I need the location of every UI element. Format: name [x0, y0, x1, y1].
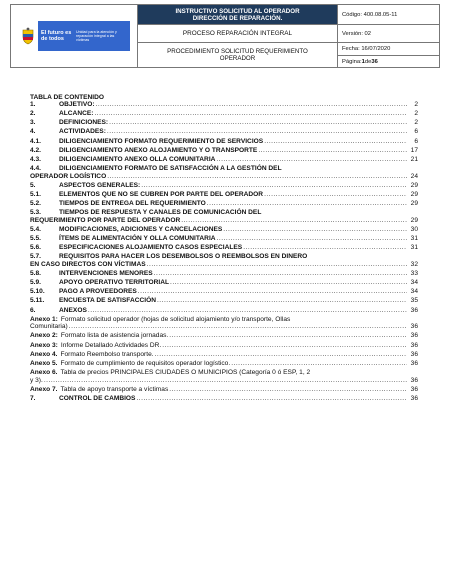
- toc-entry-number: 5.11.: [30, 297, 45, 305]
- toc-leader-dots: [264, 138, 407, 146]
- toc-title: TABLA DE CONTENIDO: [30, 94, 104, 101]
- toc-entry-label: DILIGENCIAMIENTO ANEXO OLLA COMUNITARIA: [59, 155, 216, 163]
- toc-leader-dots: [69, 323, 407, 331]
- toc-leader-dots: [107, 173, 407, 181]
- toc-entry[interactable]: [30, 191, 418, 199]
- toc-entry[interactable]: [30, 244, 418, 252]
- toc-entry[interactable]: [30, 165, 418, 180]
- page-number: 1: [361, 58, 365, 65]
- toc-entry[interactable]: [30, 119, 418, 127]
- toc-entry-page: 36: [410, 323, 418, 331]
- toc-leader-dots: [154, 270, 407, 278]
- toc-leader-dots: [109, 119, 407, 127]
- toc-entry-page: 36: [410, 376, 418, 384]
- toc-leader-dots: [169, 386, 407, 394]
- toc-entry-number: 3.: [30, 119, 36, 127]
- toc-leader-dots: [169, 332, 407, 340]
- toc-leader-dots: [88, 307, 407, 315]
- institution-logo: [18, 21, 130, 51]
- toc-entry-number: 4.4.: [30, 164, 41, 172]
- toc-entry-first-line: [30, 165, 418, 173]
- toc-entry-second-line: [30, 377, 418, 385]
- toc-entry-number: Anexo 6.: [30, 369, 58, 377]
- toc-entry-page: 36: [410, 332, 418, 340]
- toc-entry[interactable]: [30, 395, 418, 403]
- toc-leader-dots: [217, 235, 407, 243]
- toc-entry-label: Formato de cumplimiento de requisitos operador logístico.: [60, 359, 231, 367]
- toc-entry-number: 5.2.: [30, 200, 41, 207]
- toc-entry-label: ALCANCE:: [59, 110, 94, 118]
- toc-list: [30, 101, 418, 403]
- toc-entry-number: 5.9.: [30, 279, 41, 287]
- toc-entry[interactable]: [30, 156, 418, 164]
- toc-entry-label: ESPECIFICACIONES ALOJAMIENTO CASOS ESPECIALES: [59, 244, 243, 252]
- toc-entry-label: Informe Detallado Actividades DR.: [60, 341, 162, 349]
- toc-entry[interactable]: [30, 270, 418, 278]
- toc-entry-line: [30, 191, 418, 199]
- toc-entry[interactable]: [30, 386, 418, 394]
- toc-entry-page: 29: [410, 190, 418, 198]
- toc-entry-number: 4.: [30, 128, 36, 136]
- toc-entry-number: 4.1.: [30, 137, 41, 145]
- page-prefix: Página:: [342, 58, 362, 65]
- toc-entry[interactable]: [30, 351, 418, 359]
- toc-entry-number: 4.2.: [30, 146, 41, 154]
- toc-leader-dots: [44, 377, 407, 385]
- toc-entry-label: OBJETIVO:: [59, 101, 95, 108]
- page-indicator: [338, 56, 439, 67]
- header-middle: [138, 5, 338, 67]
- toc-entry-label: Tabla de apoyo transporte a víctimas: [60, 385, 169, 393]
- toc-entry-label: ENCUESTA DE SATISFACCIÓN: [59, 297, 156, 305]
- toc-entry-number: 1.: [30, 101, 36, 108]
- toc-entry-page: 33: [410, 270, 418, 278]
- toc-entry-number: Anexo 3:: [30, 341, 58, 349]
- toc-entry[interactable]: [30, 279, 418, 287]
- toc-entry[interactable]: [30, 332, 418, 340]
- toc-entry-line: [30, 360, 418, 368]
- toc-entry-page: 29: [410, 181, 418, 189]
- toc-entry-line: [30, 101, 418, 109]
- toc-leader-dots: [207, 200, 407, 208]
- toc-leader-dots: [96, 101, 407, 109]
- toc-entry-line: [30, 200, 418, 208]
- toc-leader-dots: [231, 360, 407, 368]
- toc-entry-number: 5.10.: [30, 288, 45, 296]
- toc-entry[interactable]: [30, 235, 418, 243]
- toc-entry-label: ACTIVIDADES:: [59, 128, 106, 136]
- toc-leader-dots: [136, 395, 407, 403]
- toc-entry-page: 6: [414, 128, 418, 136]
- toc-entry-page: 36: [410, 306, 418, 314]
- header-meta: [338, 5, 439, 67]
- toc-entry-line: [30, 351, 418, 359]
- toc-entry-number: 5.1.: [30, 190, 41, 198]
- logo-entity-name: Unidad para la atención y reparación integral a las víctimas: [76, 30, 117, 42]
- toc-entry-label: ANEXOS: [59, 306, 87, 314]
- toc-entry-number: 7.: [30, 394, 36, 402]
- toc-leader-dots: [216, 156, 407, 164]
- toc-entry[interactable]: [30, 182, 418, 190]
- toc-entry-label: TIEMPOS DE RESPUESTA Y CANALES DE COMUNICACIÓN DEL: [59, 209, 262, 217]
- logo-banner: [38, 21, 130, 51]
- toc-leader-dots: [138, 288, 407, 296]
- toc-entry-page: 36: [410, 385, 418, 393]
- toc-entry-label-continued: Comunitaria): [30, 323, 68, 331]
- toc-entry-line: [30, 235, 418, 243]
- toc-entry-page: 29: [410, 216, 418, 224]
- toc-entry[interactable]: [30, 200, 418, 208]
- coat-of-arms-icon: [18, 21, 38, 51]
- toc-entry-line: [30, 270, 418, 278]
- toc-leader-dots: [223, 226, 407, 234]
- toc-entry-page: 2: [414, 110, 418, 118]
- toc-entry[interactable]: [30, 369, 418, 384]
- page-total: 36: [371, 58, 378, 65]
- toc-entry[interactable]: [30, 253, 418, 268]
- toc-entry-page: 36: [410, 341, 418, 349]
- toc-entry-line: [30, 244, 418, 252]
- toc-entry-line: [30, 332, 418, 340]
- toc-entry[interactable]: [30, 226, 418, 234]
- toc-entry-label: Formato lista de asistencia jornadas.: [60, 332, 169, 340]
- toc-entry[interactable]: [30, 342, 418, 350]
- toc-entry-label: ASPECTOS GENERALES:: [59, 181, 141, 189]
- toc-entry[interactable]: [30, 138, 418, 146]
- toc-leader-dots: [155, 351, 407, 359]
- process-name: PROCESO REPARACIÓN INTEGRAL: [138, 25, 337, 43]
- toc-entry-number: Anexo 7.: [30, 385, 58, 393]
- toc-leader-dots: [258, 147, 407, 155]
- procedure-name: [138, 43, 337, 67]
- document-title: [138, 5, 337, 25]
- toc-entry-label: Formato Reembolso transporte.: [60, 350, 154, 358]
- header-logo-cell: [11, 5, 138, 67]
- toc-entry-line: [30, 156, 418, 164]
- toc-entry-line: [30, 119, 418, 127]
- toc-entry-page: 34: [410, 288, 418, 296]
- toc-entry-line: [30, 288, 418, 296]
- toc-entry-page: 31: [410, 235, 418, 243]
- logo-slogan: El futuro es de todos: [41, 30, 72, 42]
- toc-entry[interactable]: [30, 288, 418, 296]
- toc-entry-line: [30, 110, 418, 118]
- toc-entry-first-line: [30, 369, 418, 377]
- toc-entry-line: [30, 182, 418, 190]
- toc-entry-number: 2.: [30, 110, 36, 118]
- toc-leader-dots: [107, 128, 407, 136]
- toc-entry-second-line: [30, 323, 418, 331]
- toc-entry-number: 5.5.: [30, 235, 41, 243]
- toc-entry-label-continued: REQUERIMIENTO POR PARTE DEL OPERADOR: [30, 216, 181, 224]
- toc-entry-number: Anexo 5.: [30, 359, 58, 367]
- toc-entry-page: 2: [414, 119, 418, 127]
- toc-entry-line: [30, 307, 418, 315]
- toc-entry-number: 5.8.: [30, 270, 41, 278]
- toc-entry-number: 5.: [30, 181, 36, 189]
- toc-entry-label: DILIGENCIAMIENTO ANEXO ALOJAMIENTO Y O TRANSPORTE: [59, 146, 258, 154]
- toc-leader-dots: [181, 217, 407, 225]
- toc-entry-label: MODIFICACIONES, ADICIONES Y CANCELACIONES: [59, 225, 223, 233]
- toc-entry[interactable]: [30, 128, 418, 136]
- toc-entry[interactable]: [30, 147, 418, 155]
- toc-entry-second-line: [30, 261, 418, 269]
- document-version: Versión: 02: [338, 25, 439, 43]
- toc-entry-line: [30, 226, 418, 234]
- toc-leader-dots: [94, 110, 407, 118]
- toc-entry-label: Tabla de precios PRINCIPALES CIUDADES O MUNICIPIOS (Categoría 0 ó ESP, 1, 2: [60, 369, 311, 377]
- procedure-line-1: PROCEDIMIENTO SOLICITUD REQUERIMIENTO: [167, 48, 308, 55]
- toc-leader-dots: [147, 261, 407, 269]
- toc-entry[interactable]: [30, 316, 418, 331]
- toc-entry-page: 36: [410, 350, 418, 358]
- toc-entry-label: INTERVENCIONES MENORES: [59, 270, 153, 278]
- toc-entry-page: 30: [410, 225, 418, 233]
- toc-entry-page: 31: [410, 244, 418, 252]
- toc-entry-label: ÍTEMS DE ALIMENTACIÓN Y OLLA COMUNITARIA: [59, 235, 216, 243]
- toc-entry-label: DILIGENCIAMIENTO FORMATO DE SATISFACCIÓN A LA GESTIÓN DEL: [59, 164, 282, 172]
- toc-leader-dots: [157, 297, 407, 305]
- document-date: Fecha: 16/07/2020: [338, 43, 439, 56]
- toc-entry-label-continued: EN CASO DIRECTOS CON VÍCTIMAS: [30, 260, 146, 268]
- toc-entry-line: [30, 279, 418, 287]
- toc-entry-page: 36: [410, 394, 418, 402]
- toc-entry-line: [30, 138, 418, 146]
- toc-entry-line: [30, 386, 418, 394]
- toc-entry-number: Anexo 4.: [30, 350, 58, 358]
- toc-entry-number: 5.3.: [30, 209, 41, 217]
- document-header: [10, 4, 440, 68]
- toc-entry-number: Anexo 1:: [30, 315, 58, 323]
- toc-entry-number: 5.6.: [30, 244, 41, 252]
- toc-entry-page: 34: [410, 279, 418, 287]
- toc-entry-first-line: [30, 253, 418, 261]
- toc-entry-page: 6: [414, 137, 418, 145]
- document-code: Código: 400.08.05-11: [338, 5, 439, 25]
- toc-entry-label: PAGO A PROVEEDORES: [59, 288, 137, 296]
- toc-entry-number: 4.3.: [30, 155, 41, 163]
- document-title-line-1: INSTRUCTIVO SOLICITUD AL OPERADOR: [175, 8, 300, 15]
- page-of: de: [364, 58, 372, 65]
- toc-entry-line: [30, 297, 418, 305]
- toc-entry-page: 2: [414, 101, 418, 108]
- toc-leader-dots: [162, 342, 407, 350]
- table-of-contents: [30, 94, 418, 404]
- toc-entry-number: 6.: [30, 306, 36, 314]
- toc-leader-dots: [170, 279, 407, 287]
- toc-entry-label: APOYO OPERATIVO TERRITORIAL: [59, 279, 170, 287]
- toc-entry-second-line: [30, 173, 418, 181]
- toc-entry-line: [30, 342, 418, 350]
- procedure-line-2: OPERADOR: [219, 55, 256, 62]
- toc-entry-page: 24: [410, 172, 418, 180]
- toc-entry-number: 5.4.: [30, 225, 41, 233]
- toc-entry[interactable]: [30, 110, 418, 118]
- toc-entry-label: REQUISITOS PARA HACER LOS DESEMBOLSOS O REEMBOLSOS EN DINERO: [59, 253, 308, 261]
- toc-entry-label: CONTROL DE CAMBIOS: [59, 394, 136, 402]
- toc-entry-page: 35: [410, 297, 418, 305]
- toc-entry-first-line: [30, 209, 418, 217]
- toc-entry-page: 36: [410, 359, 418, 367]
- toc-entry-label: DEFINICIONES:: [59, 119, 109, 127]
- toc-entry-label: TIEMPOS DE ENTREGA DEL REQUERIMIENTO: [59, 200, 206, 207]
- toc-entry-label-continued: y 3).: [30, 376, 43, 384]
- toc-entry[interactable]: [30, 307, 418, 315]
- toc-leader-dots: [264, 191, 407, 199]
- toc-entry-line: [30, 395, 418, 403]
- toc-entry-page: 32: [410, 260, 418, 268]
- toc-entry-label-continued: OPERADOR LOGÍSTICO: [30, 172, 107, 180]
- toc-entry-page: 21: [410, 155, 418, 163]
- toc-entry-label: Formato solicitud operador (hojas de solicitud alojamiento y/o transporte, Ollas: [60, 315, 291, 323]
- toc-entry-page: 29: [410, 200, 418, 207]
- toc-entry[interactable]: [30, 297, 418, 305]
- toc-entry[interactable]: [30, 101, 418, 109]
- toc-entry-number: 5.7.: [30, 253, 41, 261]
- toc-entry[interactable]: [30, 209, 418, 224]
- document-title-line-2: DIRECCIÓN DE REPARACIÓN.: [192, 15, 283, 22]
- toc-entry-label: ELEMENTOS QUE NO SE CUBREN POR PARTE DEL OPERADOR: [59, 190, 264, 198]
- toc-entry-line: [30, 128, 418, 136]
- toc-entry-page: 17: [410, 146, 418, 154]
- toc-entry-second-line: [30, 217, 418, 225]
- toc-entry[interactable]: [30, 360, 418, 368]
- toc-entry-first-line: [30, 316, 418, 324]
- toc-leader-dots: [243, 244, 407, 252]
- toc-entry-label: DILIGENCIAMIENTO FORMATO REQUERIMIENTO DE SERVICIOS: [59, 137, 264, 145]
- toc-entry-number: Anexo 2:: [30, 332, 58, 340]
- toc-entry-line: [30, 147, 418, 155]
- toc-leader-dots: [141, 182, 407, 190]
